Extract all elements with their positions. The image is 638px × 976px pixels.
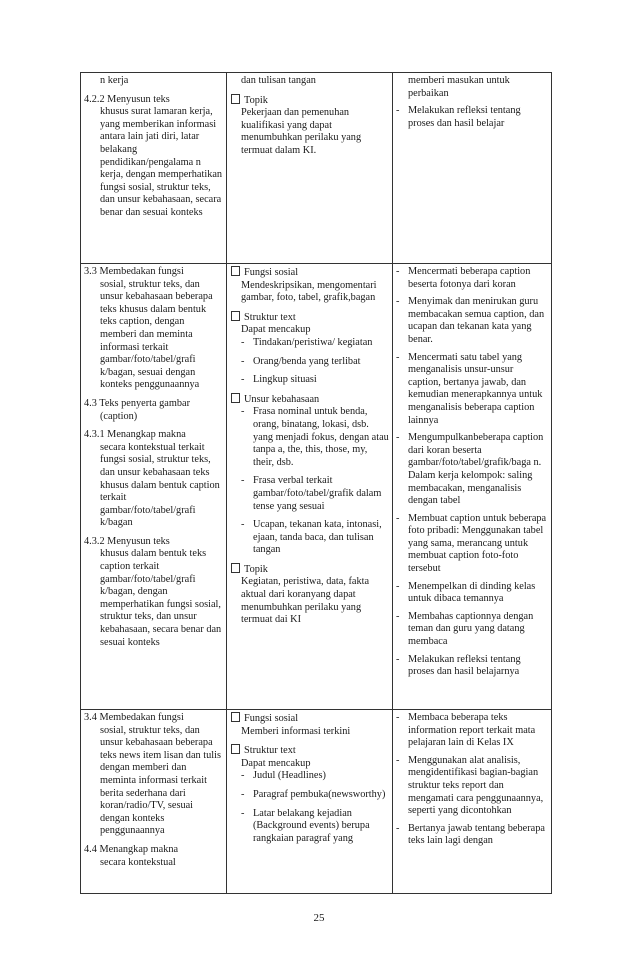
- dash-marker: -: [396, 653, 400, 665]
- kd-body: khusus surat lamaran kerja, yang memberikan informasi antara lain jati diri, latar belakang pendidikan/pengalama n kerja, dengan memperhatikan fungsi sosial, struktur teks, dan unsur kebahasaan, secara benar dan sesuai konteks: [100, 106, 223, 218]
- dash-marker: -: [396, 351, 400, 363]
- materi-list-item: - Tindakan/peristiwa/ kegiatan: [241, 336, 373, 348]
- checkbox-icon: [231, 712, 240, 722]
- syllabus-table: [80, 72, 552, 894]
- dash-marker: -: [396, 266, 400, 277]
- kd-heading: 3.3 Membedakan fungsi: [84, 266, 184, 277]
- kegiatan-text: Menyimak dan menirukan guru membacakan semua caption, dan ucapan dan tekanan kata yang benar.: [408, 296, 545, 345]
- kd-item: [84, 75, 223, 88]
- materi-cell: [227, 264, 393, 710]
- dash-marker: -: [241, 374, 245, 386]
- dash-marker: -: [396, 512, 400, 524]
- dash-marker: -: [241, 807, 245, 819]
- kd-heading: 4.4 Menangkap makna: [84, 843, 179, 855]
- table-row: [81, 73, 552, 264]
- dash-marker: -: [241, 770, 245, 782]
- materi-body: Dapat mencakup: [241, 757, 311, 769]
- kegiatan-text: Melakukan refleksi tentang proses dan hasil belajarnya: [408, 653, 521, 678]
- materi-group: [230, 94, 389, 158]
- materi-group: [230, 563, 389, 627]
- kd-item: [84, 266, 223, 392]
- materi-group: [230, 712, 389, 738]
- materi-body: Pekerjaan dan pemenuhan kualifikasi yang dapat menumbuhkan perilaku yang termuat dalam KI.: [241, 107, 362, 156]
- dash-marker: -: [396, 822, 400, 834]
- materi-group: [230, 266, 389, 305]
- dash-marker: -: [396, 432, 400, 444]
- kd-body: n kerja: [100, 75, 129, 86]
- materi-heading: Struktur text: [244, 745, 296, 757]
- checkbox-icon: [231, 94, 240, 104]
- kegiatan-text: Membuat caption untuk beberapa foto pribadi: Menggunakan tabel yang sama, merancang untuk membuat caption foto-foto tersebut: [408, 512, 547, 575]
- kegiatan-text: Menggunakan alat analisis, mengidentifikasi bagian-bagian struktur teks report dan mengamati cara penggunaannya, seperti yang dicontohkan: [408, 754, 544, 817]
- kd-heading: 4.3.2 Menyusun teks: [84, 535, 170, 547]
- kd-body: secara kontekstual: [100, 856, 176, 868]
- materi-heading: Struktur text: [244, 311, 296, 323]
- kegiatan-text: Mencermati satu tabel yang menganalisis unsur-unsur caption, bertanya jawab, dan kemudian menerapkannya untuk menganalisis beberapa caption lainnya: [408, 351, 543, 426]
- materi-group: [230, 311, 389, 387]
- dash-marker: -: [396, 610, 400, 622]
- kd-item: [84, 94, 223, 220]
- kegiatan-text: Mencermati beberapa caption beserta fotonya dari koran: [408, 266, 531, 290]
- kegiatan-text: Membahas captionnya dengan teman dan guru yang datang membaca: [408, 610, 534, 648]
- dash-marker: -: [241, 336, 245, 348]
- kd-body: (caption): [100, 410, 138, 422]
- dash-marker: -: [241, 475, 245, 487]
- materi-body: Kegiatan, peristiwa, data, fakta aktual dari koranyang dapat menumbuhkan perilaku yang termuat dai KI: [241, 576, 370, 626]
- kd-item: [84, 712, 223, 838]
- kd-heading: 3.4 Membedakan fungsi: [84, 712, 184, 723]
- materi-list-item: - Latar belakang kejadian (Background events) berupa rangkaian paragraf yang: [241, 807, 370, 844]
- checkbox-icon: [231, 393, 240, 403]
- kd-cell: [81, 264, 227, 710]
- kegiatan-item: [396, 513, 548, 576]
- kegiatan-item: [396, 755, 548, 818]
- dash-marker: -: [241, 406, 245, 418]
- kegiatan-item: memberi masukan untuk perbaikan: [408, 75, 510, 99]
- kd-item: [84, 429, 223, 530]
- kd-cell: [81, 73, 227, 264]
- kegiatan-text: Mengumpulkanbeberapa caption dari koran beserta gambar/foto/tabel/grafik/baga n. Dalam kerja kelompok: saling membacakan, menganalisis dengan tabel: [408, 432, 544, 507]
- page-number: 25: [313, 912, 325, 924]
- kd-body: khusus dalam bentuk teks caption terkait gambar/foto/tabel/grafi k/bagan, dengan memperhatikan fungsi sosial, struktur teks, dan unsur kebahasaan, secara benar dan sesuai konteks: [100, 548, 222, 648]
- kd-cell: [81, 710, 227, 894]
- kegiatan-item: [396, 432, 548, 508]
- dash-marker: -: [396, 580, 400, 592]
- kd-heading: 4.3 Teks penyerta gambar: [84, 397, 191, 409]
- materi-body: dan tulisan tangan: [241, 75, 316, 86]
- table-row: [81, 710, 552, 894]
- materi-list-item: - Paragraf pembuka(newsworthy): [241, 788, 386, 800]
- kegiatan-item: [396, 611, 548, 649]
- checkbox-icon: [231, 563, 240, 573]
- kegiatan-cell: [393, 710, 552, 894]
- dash-marker: -: [396, 296, 400, 308]
- kegiatan-item: [396, 266, 548, 291]
- materi-group: [230, 744, 389, 845]
- materi-group: [230, 393, 389, 557]
- kegiatan-text: Membaca beberapa teks information report terkait mata pelajaran lain di Kelas IX: [408, 712, 536, 749]
- materi-heading: Topik: [244, 94, 268, 106]
- table-row: [81, 264, 552, 710]
- materi-list-item: - Judul (Headlines): [241, 770, 326, 782]
- kegiatan-item: [396, 712, 548, 750]
- kegiatan-item: [396, 654, 548, 679]
- materi-group: [230, 75, 389, 88]
- materi-cell: [227, 710, 393, 894]
- kd-item: [84, 844, 223, 869]
- kegiatan-item: [396, 296, 548, 346]
- materi-body: Memberi informasi terkini: [241, 725, 351, 737]
- kd-body: sosial, struktur teks, dan unsur kebahasaan beberapa teks news item lisan dan tulis dengan memberi dan meminta informasi terkait berita sederhana dari koran/radio/TV, sesuai dengan konteks penggunaannya: [100, 724, 221, 837]
- dash-marker: -: [396, 105, 400, 117]
- dash-marker: -: [396, 712, 400, 723]
- materi-list-item: - Orang/benda yang terlibat: [241, 355, 361, 367]
- kd-heading: 4.2.2 Menyusun teks: [84, 93, 170, 105]
- kegiatan-item: [396, 105, 548, 130]
- kd-body: sosial, struktur teks, dan unsur kebahasaan beberapa teks khusus dalam bentuk teks caption, dengan memberi dan meminta informasi terkait gambar/foto/tabel/grafi k/bagan, sesuai dengan konteks penggunaannya: [100, 278, 213, 391]
- kegiatan-text: Menempelkan di dinding kelas untuk dibaca temannya: [408, 580, 536, 605]
- materi-list-item: - Frasa verbal terkait gambar/foto/tabel/grafik dalam tense yang sesuai: [241, 475, 382, 512]
- materi-list-item: - Ucapan, tekanan kata, intonasi, ejaan, tanda baca, dan tulisan tangan: [241, 519, 382, 556]
- kegiatan-item: [396, 823, 548, 848]
- materi-heading: Fungsi sosial: [244, 713, 299, 724]
- kegiatan-item: [396, 352, 548, 428]
- kegiatan-text: Melakukan refleksi tentang proses dan hasil belajar: [408, 105, 521, 129]
- checkbox-icon: [231, 744, 240, 754]
- kd-body: secara kontekstual terkait fungsi sosial, struktur teks, dan unsur kebahasaan teks khusus dalam bentuk caption terkait gambar/foto/tabel/grafi k/bagan: [100, 441, 220, 529]
- materi-body: Mendeskripsikan, mengomentari gambar, foto, tabel, grafik,bagan: [241, 279, 377, 304]
- materi-heading: Fungsi sosial: [244, 267, 299, 278]
- dash-marker: -: [241, 788, 245, 800]
- materi-body: Dapat mencakup: [241, 324, 311, 336]
- materi-heading: Topik: [244, 563, 268, 575]
- kegiatan-cell: [393, 73, 552, 264]
- materi-heading: Unsur kebahasaan: [244, 393, 320, 405]
- dash-marker: -: [241, 519, 245, 531]
- kegiatan-item: [396, 581, 548, 606]
- checkbox-icon: [231, 266, 240, 276]
- materi-list-item: - Frasa nominal untuk benda, orang, binatang, lokasi, dsb. yang menjadi fokus, dengan atau tanpa a, the, this, those, my, their, dsb.: [241, 406, 389, 468]
- kd-item: [84, 536, 223, 649]
- checkbox-icon: [231, 311, 240, 321]
- dash-marker: -: [241, 355, 245, 367]
- dash-marker: -: [396, 754, 400, 766]
- kegiatan-cell: [393, 264, 552, 710]
- kd-item: [84, 398, 223, 423]
- materi-list-item: - Lingkup situasi: [241, 374, 317, 386]
- kd-heading: 4.3.1 Menangkap makna: [84, 429, 186, 441]
- materi-cell: [227, 73, 393, 264]
- kegiatan-text: Bertanya jawab tentang beberapa teks lain lagi dengan: [408, 822, 545, 847]
